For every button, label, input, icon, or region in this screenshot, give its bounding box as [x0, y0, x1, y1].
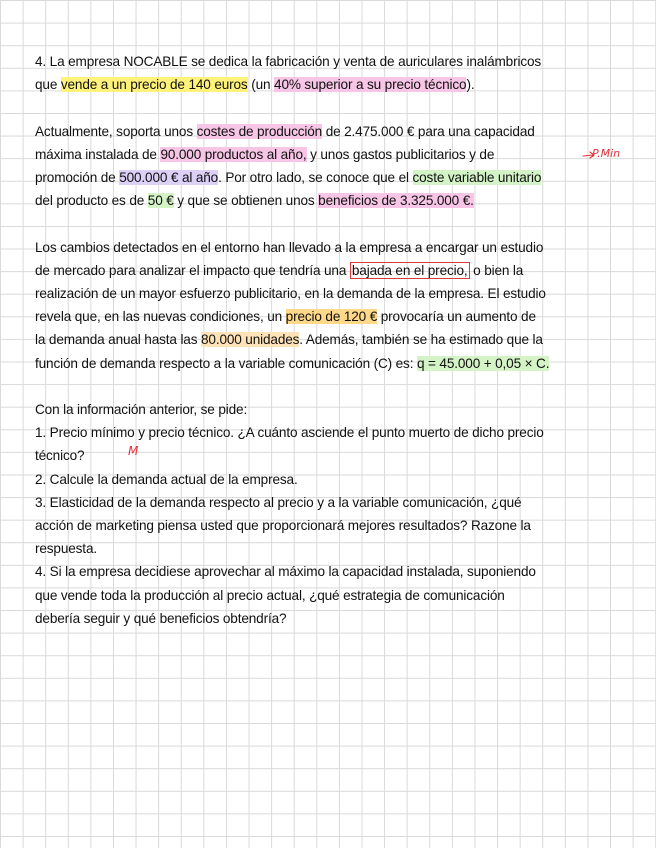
text-run: promoción de — [35, 170, 120, 185]
text-line — [35, 352, 635, 375]
text-run: debería seguir y qué beneficios obtendría? — [35, 610, 287, 626]
text-run: de mercado para analizar el impacto que tendría una — [35, 262, 350, 278]
question-3-cont — [35, 514, 635, 537]
paragraph-study — [35, 236, 635, 375]
text-run: revela que, en las nuevas condiciones, un — [35, 309, 286, 325]
text-line — [35, 305, 635, 328]
text-run: provocaría un aumento de — [377, 309, 536, 325]
text-run: de 2.475.000 € para una capacidad — [322, 123, 535, 139]
highlight-pink: costes de producción — [196, 123, 323, 139]
text-run: (un — [247, 77, 275, 93]
paragraph-intro — [35, 50, 635, 96]
text-run: Actualmente, soporta unos — [35, 123, 197, 139]
question-3-cont — [35, 537, 635, 560]
highlight-green: coste variable unitario — [412, 170, 542, 185]
text-run: técnico? — [35, 448, 85, 464]
question-3 — [35, 491, 635, 514]
text-run: función de demanda respecto a la variable comunicación (C) es: — [35, 355, 417, 371]
text-run: la demanda anual hasta las — [35, 332, 201, 348]
questions-lead: Con la información anterior, se pide: — [35, 402, 248, 417]
question-4-cont — [35, 584, 635, 607]
text-run: y unos gastos publicitarios y de — [306, 146, 495, 162]
highlight-pink: 90.000 productos al año, — [160, 146, 307, 162]
handwritten-annotation-m: M — [128, 444, 139, 458]
text-run: acción de marketing piensa usted que proporcionará mejores resultados? Razone la — [35, 518, 531, 534]
text-line — [35, 143, 635, 166]
text-run: 3. Elasticidad de la demanda respecto al precio y a la variable comunicación, ¿qué — [35, 494, 522, 510]
highlight-orange: precio de 120 € — [285, 309, 378, 325]
text-run: 1. Precio mínimo y precio técnico. ¿A cuánto asciende el punto muerto de dicho precio — [35, 425, 544, 441]
text-line — [35, 73, 635, 96]
text-run: y que se obtienen unos — [173, 193, 319, 209]
document-body — [35, 50, 635, 630]
text-run: 4. La empresa NOCABLE se dedica la fabricación y venta de auriculares inalámbricos — [35, 54, 542, 69]
text-run: 4. Si la empresa decidiese aprovechar al máximo la capacidad instalada, suponiendo — [35, 564, 536, 580]
paragraph-costs — [35, 120, 635, 213]
highlight-pink: 40% superior a su precio técnico — [274, 77, 467, 93]
text-run: que vende toda la producción al precio actual, ¿qué estrategia de comunicación — [35, 587, 505, 603]
text-run: Los cambios detectados en el entorno han llevado a la empresa a encargar un estudio — [35, 239, 544, 255]
text-run: o bien la — [469, 262, 524, 278]
text-line — [35, 189, 635, 212]
paragraph-questions — [35, 398, 635, 630]
text-line — [35, 50, 635, 73]
question-1-cont — [35, 444, 635, 467]
highlight-purple: 500.000 € al año — [119, 170, 219, 185]
text-line — [35, 236, 635, 259]
highlight-green: q = 45.000 + 0,05 × C. — [416, 355, 550, 371]
text-line — [35, 282, 635, 305]
question-4-cont — [35, 607, 635, 630]
text-run: 2. Calcule la demanda actual de la empresa. — [35, 471, 298, 487]
highlight-yellow: vende a un precio de 140 euros — [60, 77, 248, 93]
text-line — [35, 259, 635, 282]
text-line — [35, 328, 635, 351]
question-2 — [35, 468, 635, 491]
question-4 — [35, 560, 635, 583]
highlight-green: 50 € — [147, 193, 174, 209]
text-run: ). — [466, 77, 475, 93]
handwritten-annotation-pmin: P.Min — [592, 147, 621, 160]
text-run: . Además, también se ha estimado que la — [299, 332, 543, 348]
text-run: respuesta. — [35, 541, 97, 557]
text-run: . Por otro lado, se conoce que el — [218, 170, 413, 185]
text-run: realización de un mayor esfuerzo publicitario, en la demanda de la empresa. El estudio — [35, 286, 546, 301]
question-1 — [35, 421, 635, 444]
highlight-pink: beneficios de 3.325.000 €. — [318, 193, 474, 209]
text-run: del producto es de — [35, 193, 148, 209]
text-line — [35, 398, 635, 421]
text-line — [35, 120, 635, 143]
highlight-peach: 80.000 unidades — [201, 332, 300, 348]
text-run: que — [35, 77, 61, 93]
text-line — [35, 166, 635, 189]
text-run: máxima instalada de — [35, 146, 161, 162]
boxed-annotation: bajada en el precio, — [351, 262, 468, 278]
